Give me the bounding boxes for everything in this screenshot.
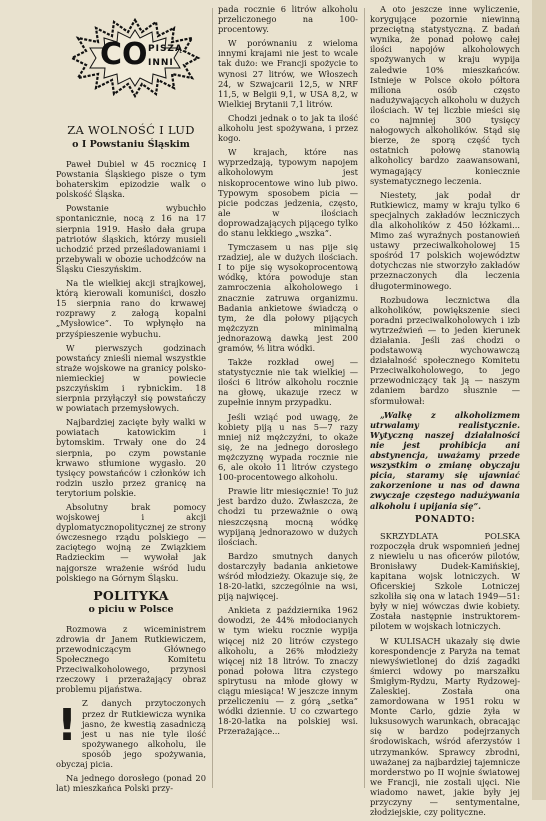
article2-paragraph-text: Z danych przytoczonych przez dr Rutkiewicza wynika jasno, że kwestią zasadniczą jest u nas nie tyle ilość spożywanego alkoholu, ile sposób jego spożywania, obyczaj picia.: [56, 698, 206, 769]
article1-paragraph: Absolutny brak pomocy wojskowej i akcji dyplomatycznopolitycznej ze strony ówczesnego rządu polskiego — zaciętego wojną ze Związkiem Radzieckim — wywołał jak najgorsze wrażenie wśród ludu polskiego na Górnym Śląsku.: [56, 502, 206, 583]
column-1: [56, 0, 206, 800]
article2-title: POLITYKA: [93, 587, 169, 603]
masthead-inni: INNI: [148, 58, 174, 68]
article2-paragraph: Chodzi jednak o to jak ta ilość alkoholu jest spożywana, i przez kogo.: [218, 112, 358, 144]
article2-paragraph: Prawie litr miesięcznie! To już jest bardzo dużo. Zwłaszcza, że chodzi tu przeważnie o ową nieszczęsną mocną wódkę wypijaną jednorazowo w dużych ilościach.: [218, 486, 358, 547]
article2-paragraph: Tymczasem u nas pije się rzadziej, ale w dużych ilościach. I to pije się wysokoprocentową wódkę, która powoduje stan zamroczenia alkoholowego i znacznie zatruwa organizmu. Badania ankietowe świadczą o tym, że dla połowy pijących mężczyzn minimalną jednorazową dawką jest 200 gramów, ⅘ litra wódki.: [218, 242, 358, 353]
article2-paragraph: Także rozkład owej — statystycznie nie tak wielkiej — ilości 6 litrów alkoholu rocznie na głowę, ukazuje rzecz w zupełnie innym przypadku.: [218, 357, 358, 408]
masthead-pisza: PISZĄ: [148, 44, 183, 54]
article1-paragraph: Powstanie wybuchło spontanicznie, nocą z 16 na 17 sierpnia 1919. Hasło dała grupa patriotów śląskich, którzy musieli uchodzić przed prześladowaniami i przebywali w obozie uchodźców na Śląsku Cieszyńskim.: [56, 203, 206, 274]
article2-paragraph: Ankieta z października 1962 dowodzi, że 44% młodocianych w tym wieku rocznie wypija więcej niż 20 litrów czystego alkoholu, a 26% młodzieży więcej niż 18 litrów. To znaczy ponad połowa litra czystego spirytusu na młode głowy w ciągu miesiąca! W jeszcze innym przeliczeniu — z górą „setka” wódki dziennie. U co czwartego 18-20-latka na polskiej wsi. Przerażające...: [218, 605, 358, 737]
article2-paragraph: pada rocznie 6 litrów alkoholu przeliczonego na 100-procentowy.: [218, 4, 358, 35]
article2-intro: Rozmowa z wiceministrem zdrowia dr Janem Rutkiewiczem, przewodniczącym Głównego Społecznego Komitetu Przeciwalkoholowego, przynosi rzeczowy i przerażający obraz problemu pijaństwa.: [56, 623, 206, 695]
column-divider: [364, 8, 365, 788]
article2-paragraph: Bardzo smutnych danych dostarczyły badania ankietowe wśród młodzieży. Okazuje się, że 18-20-latki, szczególnie na wsi, piją najwięcej.: [218, 550, 358, 602]
column-3: [370, 0, 520, 818]
page-edge: [532, 0, 546, 800]
article1-paragraph: Na tle wielkiej akcji strajkowej, którą kierowali komuniści, doszło 15 sierpnia rano do krwawej rozprawy z załogą kopalni „Mysłowice”. To wpłynęło na przyśpieszenie wybuchu.: [56, 278, 206, 339]
article1-paragraph: Najbardziej zacięte były walki w powiatach katowickim i bytomskim. Trwały one do 24 sierpnia, po czym powstanie krwawo stłumione wygasło. 20 tysięcy powstańców i członków ich rodzin uszło przez granicę na terytorium polskie.: [56, 417, 206, 498]
article2-paragraph: Jeśli wziąć pod uwagę, że kobiety piją u nas 5—7 razy mniej niż mężczyźni, to okaże się, że na jednego dorosłego mężczyznę wypada rocznie nie 6, ale około 11 litrów czystego 100-procentowego alkoholu.: [218, 411, 358, 483]
exclamation-icon: !: [56, 700, 78, 752]
column-2: [218, 0, 358, 800]
article1-paragraph: W pierwszych godzinach powstańcy znieśli niemal wszystkie straże wojskowe na granicy polsko-niemieckiej w powiecie pszczyńskim i rybnickim. 18 sierpnia przyłączył się powstańczy w powiatach przemysłowych.: [56, 342, 206, 414]
article2-paragraph: Na jednego dorosłego (ponad 20 lat) mieszkańca Polski przy-: [56, 773, 206, 794]
ponadto-paragraph: SKRZYDLATA POLSKA rozpoczęła druk wspomnień jednej z niewielu u nas oficerów pilotów, Bronisławy Dudek-Kamińskiej, kapitana wojsk lotniczych. W Oficerskiej Szkole Lotniczej szkoliła się ona w latach 1949—51: były w niej wówczas dwie kobiety. Została następnie instruktorem-pilotem w wojskach lotniczych.: [370, 530, 520, 632]
article2-paragraph: [56, 698, 206, 769]
article2-subtitle: o piciu w Polsce: [88, 603, 174, 615]
masthead-co: CO: [100, 37, 148, 72]
article2-paragraph: Rozbudowa lecznictwa dla alkoholików, powiększenie sieci poradni przeciwalkoholowych i izb wytrzeźwień — to jeden kierunek działania. Jeśli zaś chodzi o podstawową wychowawczą działalność społecznego Komitetu Przeciwalkoholowego, to jego przewodniczący tak ją — naszym zdaniem bardzo słusznie — sformułował:: [370, 294, 520, 406]
article1-paragraph: Paweł Dubiel w 45 rocznicę I Powstania Śląskiego pisze o tym bohaterskim epizodzie walk o polskość Śląska.: [56, 159, 206, 200]
article2-paragraph: Niestety, jak podał dr Rutkiewicz, mamy w kraju tylko 6 specjalnych zakładów leczniczych dla alkoholików z 450 łóżkami... Mimo zaś wyraźnych postanowień ustawy przeciwalkoholowej 15 spośród 17 polskich województw dotychczas nie stworzyło zakładów przeznaczonych dla leczenia długoterminowego.: [370, 189, 520, 291]
quote-paragraph: „Walkę z alkoholizmem utrwalamy realistycznie. Wytyczną naszej działalności nie jest prohibicja ani abstynencja, uważamy przede wszystkim o zmianę obyczaju picia, staramy się ujawniać zakorzenione u nas od dawna zwyczaje częstego nadużywania alkoholu i upijania się”.: [370, 409, 520, 511]
ponadto-heading: PONADTO:: [414, 514, 476, 525]
article2-paragraph: W krajach, które nas wyprzedzają, typowym napojem alkoholowym jest niskoprocentowe wino lub piwo. Typowym sposobem picia — picie podczas jedzenia, często, ale w ilościach doprowadzających pijącego tylko do stanu lekkiego „wszka”.: [218, 147, 358, 238]
column-divider: [212, 8, 213, 788]
article1-title: ZA WOLNOŚĆ I LUD: [67, 123, 195, 137]
article2-paragraph: A oto jeszcze inne wyliczenie, korygujące pozornie niewinną przeciętną statystyczną. Z badań wynika, że ponad połowę całej ilości napojów alkoholowych spożywanych w kraju wypija zaledwie 10% mieszkańców. Istnieje w Polsce około półtora miliona osób często nadużywających alkoholu w dużych ilościach. W tej liczbie mieści się co najmniej 300 tysięcy nałogowych alkoholików. Stąd się bierze, że sporą część tych ostatnich połowę stanowią alkoholicy bardzo zaawansowani, wymagający koniecznie systematycznego leczenia.: [370, 4, 520, 186]
article1-subtitle: o I Powstaniu Śląskim: [72, 139, 190, 150]
ponadto-paragraph: W KULISACH ukazały się dwie korespondencje z Paryża na temat niewyświetlonej do dziś zagadki śmierci wdowy po marszałku Śmigłym-Rydzu, Marty Rydzowej-Zaleskiej. Została ona zamordowana w 1951 roku w Monte Carlo, gdzie żyła w luksusowych warunkach, obracając się w bardzo podejrzanych środowiskach, wśród aferzystów i utrzymanków. Sprawcy zbrodni, uważanej za najbardziej tajemnicze morderstwo po II wojnie światowej we Francji, nie zostali ujęci. Nie wiadomo nawet, jakie były jej przyczyny — sentymentalne, złodziejskie, czy polityczne.: [370, 635, 520, 818]
article2-paragraph: W porównaniu z wieloma innymi krajami nie jest to wcale tak dużo: we Francji spożycie to wynosi 27 litrów, we Włoszech 24, w Szwajcarii 12,5, w NRF 11,5, w Belgii 9,1, w USA 8,2, w Wielkiej Brytanii 7,1 litrów.: [218, 38, 358, 109]
